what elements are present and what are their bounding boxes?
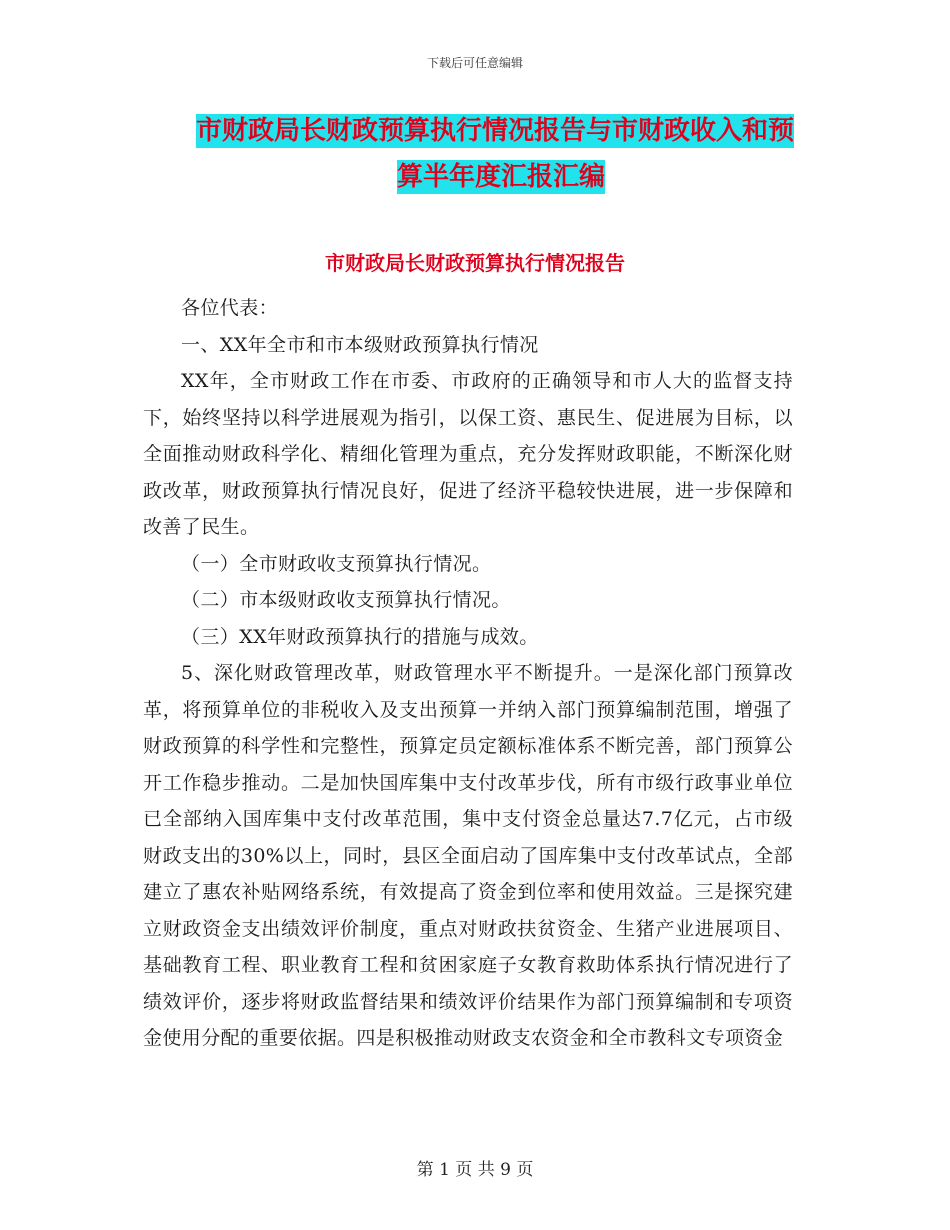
document-title-line-2: [196, 154, 806, 200]
paragraph-salutation: 各位代表：: [181, 297, 279, 319]
page-header-note: 下载后可任意编辑: [426, 56, 523, 70]
paragraph-subheading-2: （二）市本级财政收支预算执行情况。: [181, 589, 511, 611]
title-highlight-2: 算半年度汇报汇编: [396, 162, 605, 192]
document-title-line-1: [196, 108, 806, 154]
paragraph-intro: XX年，全市财政工作在市委、市政府的正确领导和市人大的监督支持下，始终坚持以科学进展观为指引，以保工资、惠民生、促进展为目标，以全面推动财政科学化、精细化管理为重点，充分发挥财政职能，不断深化财政改革，财政预算执行情况良好，促进了经济平稳较快进展，进一步保障和改善了民生。: [143, 370, 793, 538]
paragraph-heading-1: 一、XX年全市和市本级财政预算执行情况: [181, 333, 539, 356]
document-body: [143, 290, 793, 1057]
section-title: 市财政局长财政预算执行情况报告: [325, 251, 625, 275]
title-highlight-1: 市财政局长财政预算执行情况报告与市财政收入和预: [196, 116, 795, 146]
paragraph-subheading-1: （一）全市财政收支预算执行情况。: [181, 552, 492, 575]
paragraph-reform: 5、深化财政管理改革，财政管理水平不断提升。一是深化部门预算改革，将预算单位的非税收入及支出预算一并纳入部门预算编制范围，增强了财政预算的科学性和完整性，预算定员定额标准体系不断完善，部门预算公开工作稳步推动。二是加快国库集中支付改革步伐，所有市级行政事业单位已全部纳入国库集中支付改革范围，集中支付资金总量达7.7亿元，占市级财政支出的30%以上，同时，县区全面启动了国库集中支付改革试点，全部建立了惠农补贴网络系统，有效提高了资金到位率和使用效益。三是探究建立财政资金支出绩效评价制度，重点对财政扶贫资金、生猪产业进展项目、基础教育工程、职业教育工程和贫困家庭子女教育救助体系执行情况进行了绩效评价，逐步将财政监督结果和绩效评价结果作为部门预算编制和专项资金使用分配的重要依据。四是积极推动财政支农资金和全市教科文专项资金: [143, 662, 793, 1049]
paragraph-subheading-3: （三）XX年财政预算执行的措施与成效。: [181, 625, 539, 648]
document-title: [196, 108, 806, 200]
page-footer: 第 1 页 共 9 页: [416, 1160, 534, 1180]
